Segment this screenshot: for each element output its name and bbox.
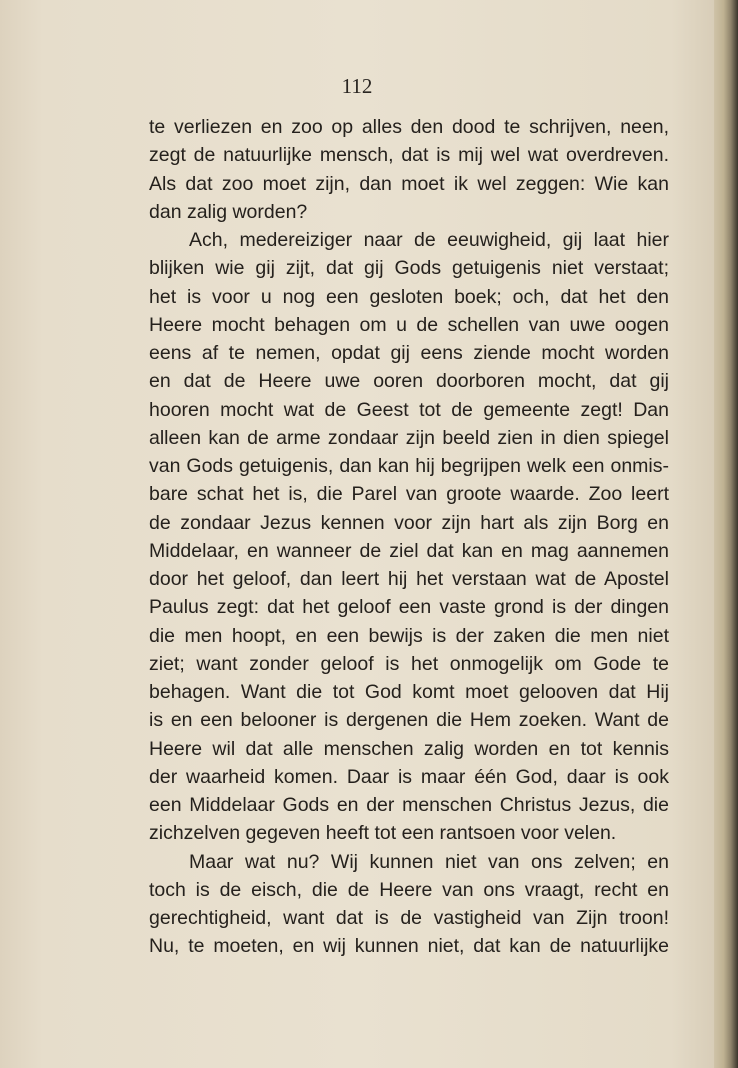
- text-line: te verliezen en zoo op alles den dood te schrijven, neen,: [149, 116, 669, 138]
- text-line: Heere wil dat alle menschen zalig worden en tot kennis: [149, 737, 669, 760]
- text-line: Maar wat nu? Wij kunnen niet van ons zelven; en: [189, 850, 669, 873]
- text-line: alleen kan de arme zondaar zijn beeld zien in dien spiegel: [149, 426, 669, 449]
- text-line: is en een belooner is dergenen die Hem zoeken. Want de: [149, 709, 669, 732]
- body-text: [149, 113, 669, 961]
- text-line: Heere mocht behagen om u de schellen van uwe oogen: [149, 313, 669, 336]
- text-line: zegt de natuurlijke mensch, dat is mij wel wat overdreven.: [149, 144, 669, 167]
- text-line: en dat de Heere uwe ooren doorboren mocht, dat gij: [149, 370, 669, 393]
- text-line: het is voor u nog een gesloten boek; och, dat het den: [149, 285, 669, 308]
- text-line: die men hoopt, en een bewijs is der zaken die men niet: [149, 624, 669, 647]
- text-line: gerechtigheid, want dat is de vastigheid van Zijn troon!: [149, 907, 669, 929]
- text-line: ziet; want zonder geloof is het onmogelijk om Gode te: [149, 652, 669, 675]
- text-line: toch is de eisch, die de Heere van ons vraagt, recht en: [149, 878, 669, 901]
- text-line: der waarheid komen. Daar is maar één God, daar is ook: [149, 765, 669, 788]
- text-line: van Gods getuigenis, dan kan hij begrijpen welk een onmis-: [149, 455, 669, 477]
- text-line: zichzelven gegeven heeft tot een rantsoen voor velen.: [149, 822, 617, 845]
- text-line: door het geloof, dan leert hij het verstaan wat de Apostel: [149, 568, 669, 590]
- text-line: dan zalig worden?: [149, 200, 308, 223]
- text-line: Paulus zegt: dat het geloof een vaste grond is der dingen: [149, 596, 669, 619]
- text-line: de zondaar Jezus kennen voor zijn hart als zijn Borg en: [149, 511, 669, 534]
- text-line: behagen. Want die tot God komt moet gelooven dat Hij: [149, 681, 669, 703]
- text-line: blijken wie gij zijt, dat gij Gods getuigenis niet verstaat;: [149, 257, 669, 280]
- text-line: Nu, te moeten, en wij kunnen niet, dat kan de natuurlijke: [149, 935, 669, 958]
- page-number: 112: [341, 74, 373, 98]
- text-line: Middelaar, en wanneer de ziel dat kan en mag aannemen: [149, 539, 669, 562]
- text-line: Ach, medereiziger naar de eeuwigheid, gij laat hier: [189, 229, 669, 251]
- text-line: bare schat het is, die Parel van groote waarde. Zoo leert: [149, 483, 669, 506]
- text-line: een Middelaar Gods en der menschen Christus Jezus, die: [149, 794, 669, 816]
- text-line: Als dat zoo moet zijn, dan moet ik wel zeggen: Wie kan: [149, 172, 669, 195]
- page-edge: [714, 0, 738, 1068]
- text-line: hooren mocht wat de Geest tot de gemeente zegt! Dan: [149, 398, 669, 421]
- text-line: eens af te nemen, opdat gij eens ziende mocht worden: [149, 342, 669, 364]
